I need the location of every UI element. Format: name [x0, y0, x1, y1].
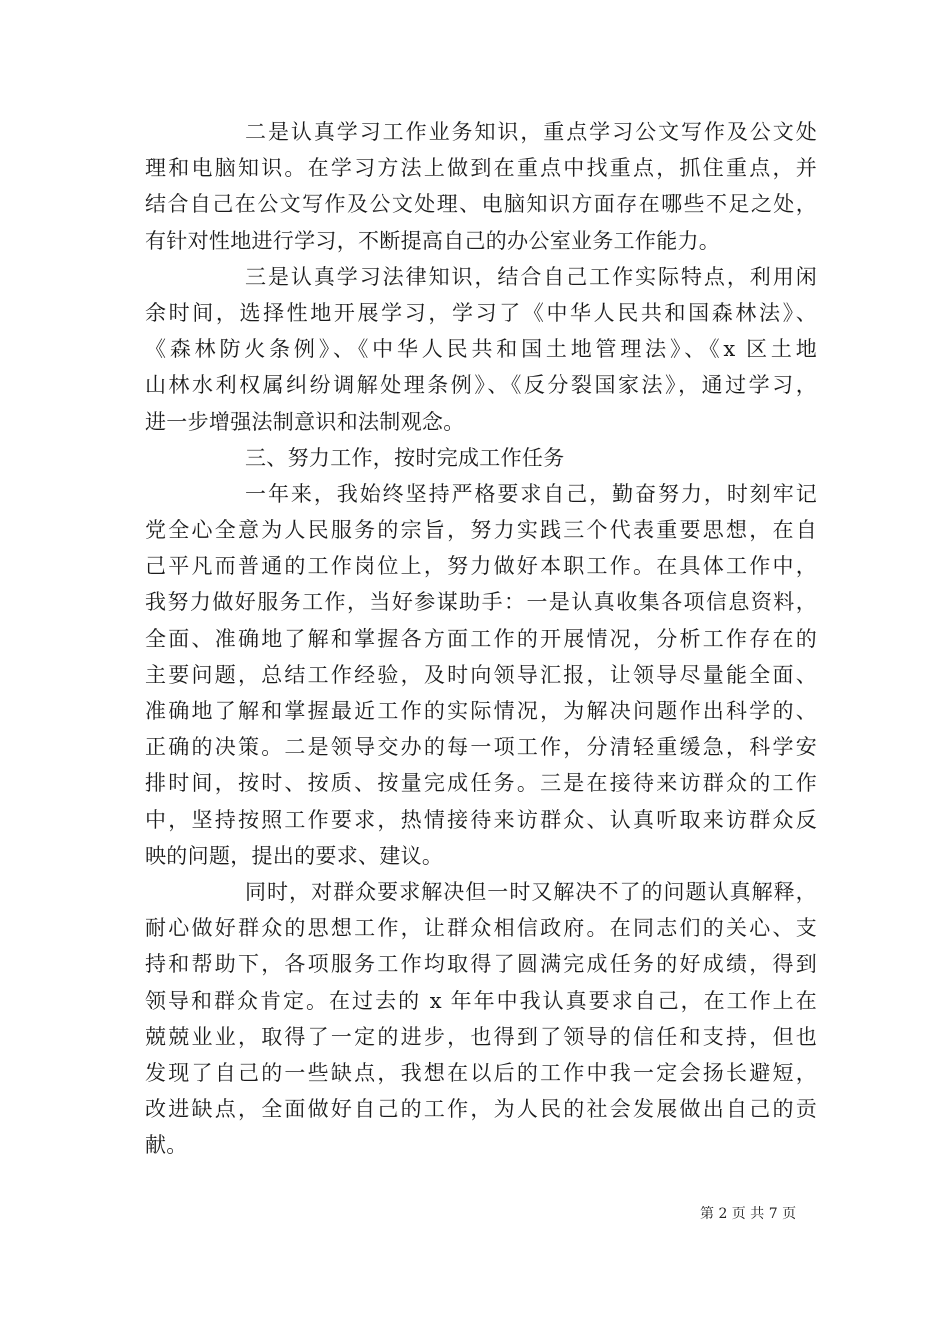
text-line: 正确的决策。二是领导交办的每一项工作，分清轻重缓急，科学安: [145, 735, 817, 760]
text-line: 发现了自己的一些缺点，我想在以后的工作中我一定会扬长避短，: [145, 1060, 817, 1085]
text-line: 领导和群众肯定。在过去的 x 年年中我认真要求自己，在工作上在: [145, 988, 817, 1013]
text-line: 二是认真学习工作业务知识，重点学习公文写作及公文处: [245, 120, 817, 144]
text-line: 改进缺点，全面做好自己的工作，为人民的社会发展做出自己的贡: [145, 1097, 817, 1122]
text-line: 献。: [145, 1133, 188, 1158]
text-line: 山林水利权属纠纷调解处理条例》、《反分裂国家法》，通过学习，: [145, 373, 817, 398]
text-line: 有针对性地进行学习，不断提高自己的办公室业务工作能力。: [145, 228, 721, 253]
text-line: 持和帮助下，各项服务工作均取得了圆满完成任务的好成绩，得到: [145, 952, 817, 977]
text-line: 余时间，选择性地开展学习，学习了《中华人民共和国森林法》、: [145, 300, 817, 325]
page-number: 第 2 页 共 7 页: [700, 1206, 797, 1222]
text-line: 结合自己在公文写作及公文处理、电脑知识方面存在哪些不足之处，: [145, 192, 817, 217]
text-line: 排时间，按时、按质、按量完成任务。三是在接待来访群众的工作: [145, 771, 817, 796]
text-line: 耐心做好群众的思想工作，让群众相信政府。在同志们的关心、支: [145, 916, 817, 941]
text-line: 兢兢业业，取得了一定的进步，也得到了领导的信任和支持，但也: [145, 1024, 817, 1049]
text-line: 我努力做好服务工作，当好参谋助手：一是认真收集各项信息资料，: [145, 590, 817, 615]
text-line: 己平凡而普通的工作岗位上，努力做好本职工作。在具体工作中，: [145, 554, 817, 579]
text-line: 党全心全意为人民服务的宗旨，努力实践三个代表重要思想，在自: [145, 518, 817, 543]
text-line: 理和电脑知识。在学习方法上做到在重点中找重点，抓住重点，并: [145, 156, 817, 181]
text-line: 同时，对群众要求解决但一时又解决不了的问题认真解释，: [245, 879, 817, 904]
text-line: 中，坚持按照工作要求，热情接待来访群众、认真听取来访群众反: [145, 807, 817, 832]
body-text: [145, 114, 817, 1163]
text-line: 准确地了解和掌握最近工作的实际情况，为解决问题作出科学的、: [145, 699, 817, 723]
text-line: 一年来，我始终坚持严格要求自己，勤奋努力，时刻牢记: [245, 481, 817, 506]
text-line: 三是认真学习法律知识，结合自己工作实际特点，利用闲: [245, 264, 817, 289]
section-heading: 三、努力工作，按时完成工作任务: [245, 445, 565, 470]
text-line: 《森林防火条例》、《中华人民共和国土地管理法》、《x 区土地: [145, 337, 817, 362]
text-line: 映的问题，提出的要求、建议。: [145, 843, 444, 868]
text-line: 主要问题，总结工作经验，及时向领导汇报，让领导尽量能全面、: [145, 662, 817, 687]
text-line: 全面、准确地了解和掌握各方面工作的开展情况，分析工作存在的: [145, 626, 817, 651]
text-line: 进一步增强法制意识和法制观念。: [145, 409, 465, 434]
